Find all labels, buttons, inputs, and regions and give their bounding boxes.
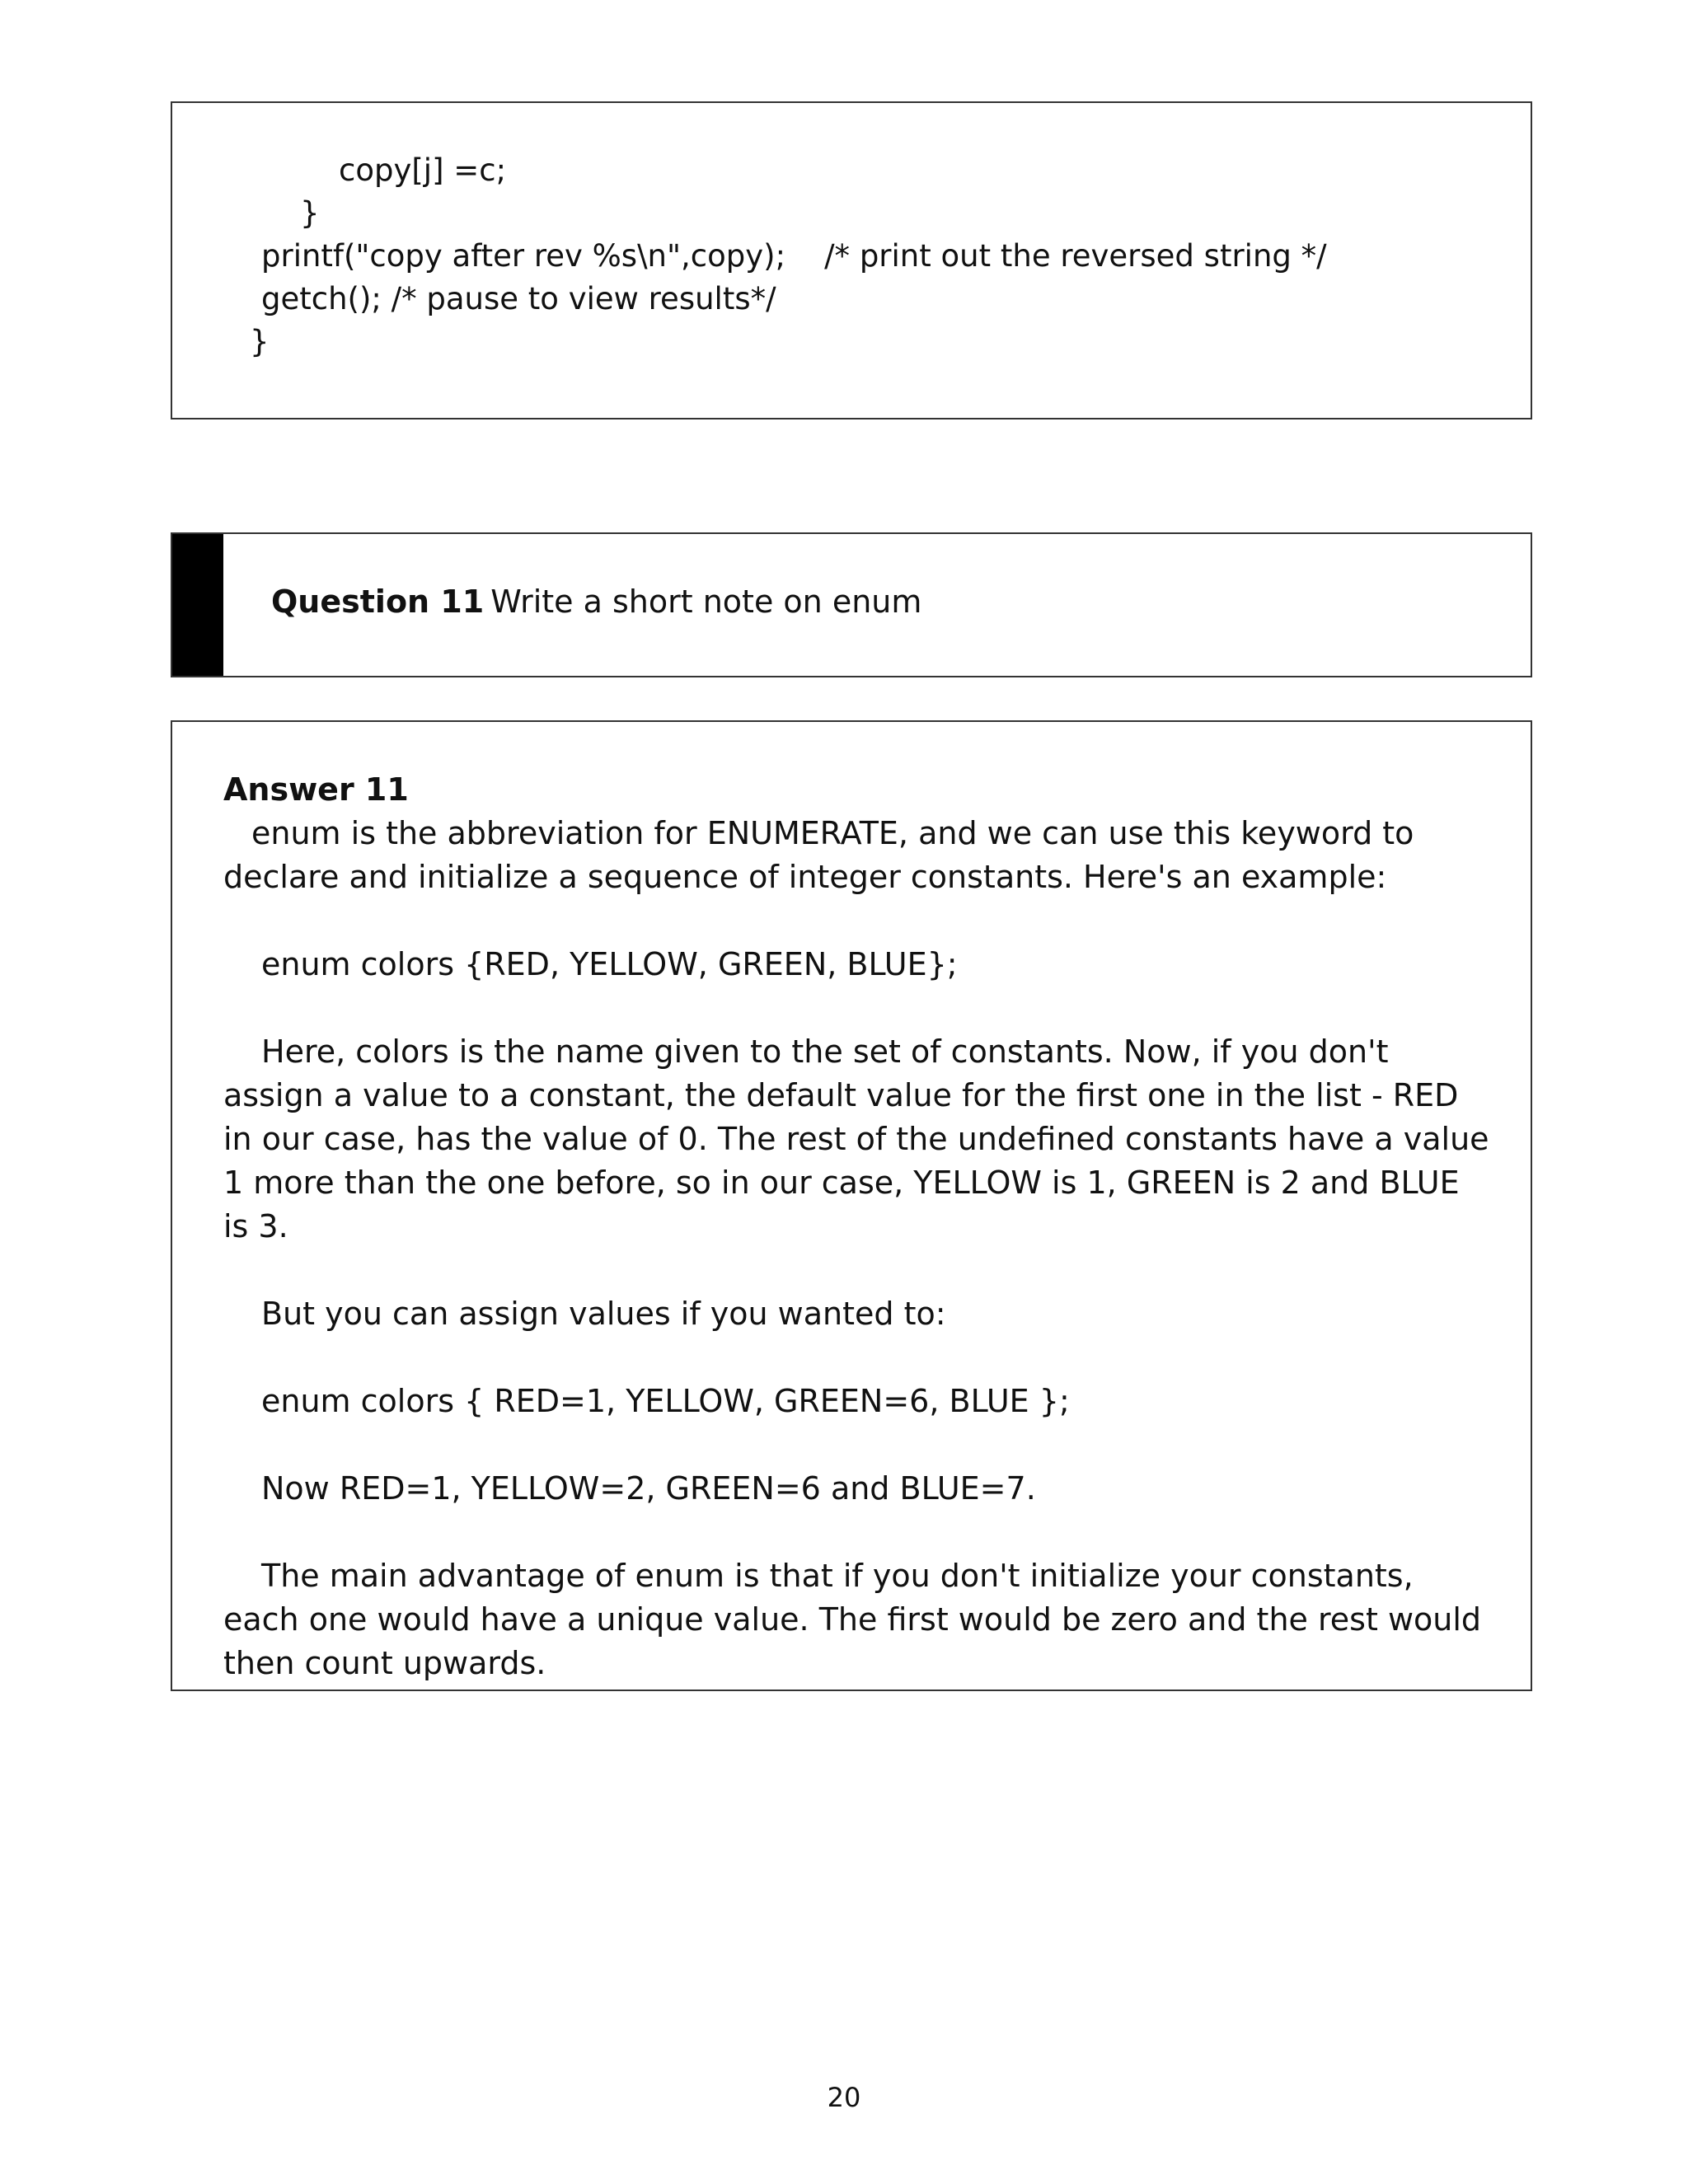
code-line: } <box>300 195 320 231</box>
question-label: Question 11 <box>271 583 485 620</box>
code-block <box>171 101 1532 419</box>
answer-paragraph: enum is the abbreviation for ENUMERATE, and we can use this keyword to declare and initialize a sequence of integer constants. Here's an example: <box>223 815 1414 895</box>
question-accent-bar <box>172 534 223 676</box>
answer-code-example: enum colors { RED=1, YELLOW, GREEN=6, BLUE }; <box>261 1383 1070 1419</box>
question-heading <box>271 580 921 623</box>
answer-title: Answer 11 <box>223 771 409 808</box>
answer-code-example: enum colors {RED, YELLOW, GREEN, BLUE}; <box>261 946 958 982</box>
answer-paragraph: Now RED=1, YELLOW=2, GREEN=6 and BLUE=7. <box>261 1470 1036 1507</box>
code-line: printf("copy after rev %s\n",copy); /* print out the reversed string */ <box>261 238 1327 274</box>
question-text: Write a short note on enum <box>490 583 922 620</box>
answer-paragraph: The main advantage of enum is that if you don't initialize your constants, each one would have a unique value. The first would be zero and the rest would then count upwards. <box>223 1558 1482 1681</box>
question-box <box>171 532 1532 677</box>
code-line: } <box>250 324 270 359</box>
answer-paragraph: Here, colors is the name given to the set of constants. Now, if you don't assign a value to a constant, the default value for the first one in the list - RED in our case, has the value of 0. The rest of the undefined constants have a value 1 more than the one before, so in our case, YELLOW is 1, GREEN is 2 and BLUE is 3. <box>223 1033 1489 1244</box>
answer-box <box>171 720 1532 1691</box>
code-line: copy[j] =c; <box>339 152 507 188</box>
page-number: 20 <box>827 2082 861 2113</box>
answer-content <box>223 768 1493 1685</box>
code-line: getch(); /* pause to view results*/ <box>261 281 776 316</box>
answer-paragraph: But you can assign values if you wanted to: <box>261 1296 946 1332</box>
